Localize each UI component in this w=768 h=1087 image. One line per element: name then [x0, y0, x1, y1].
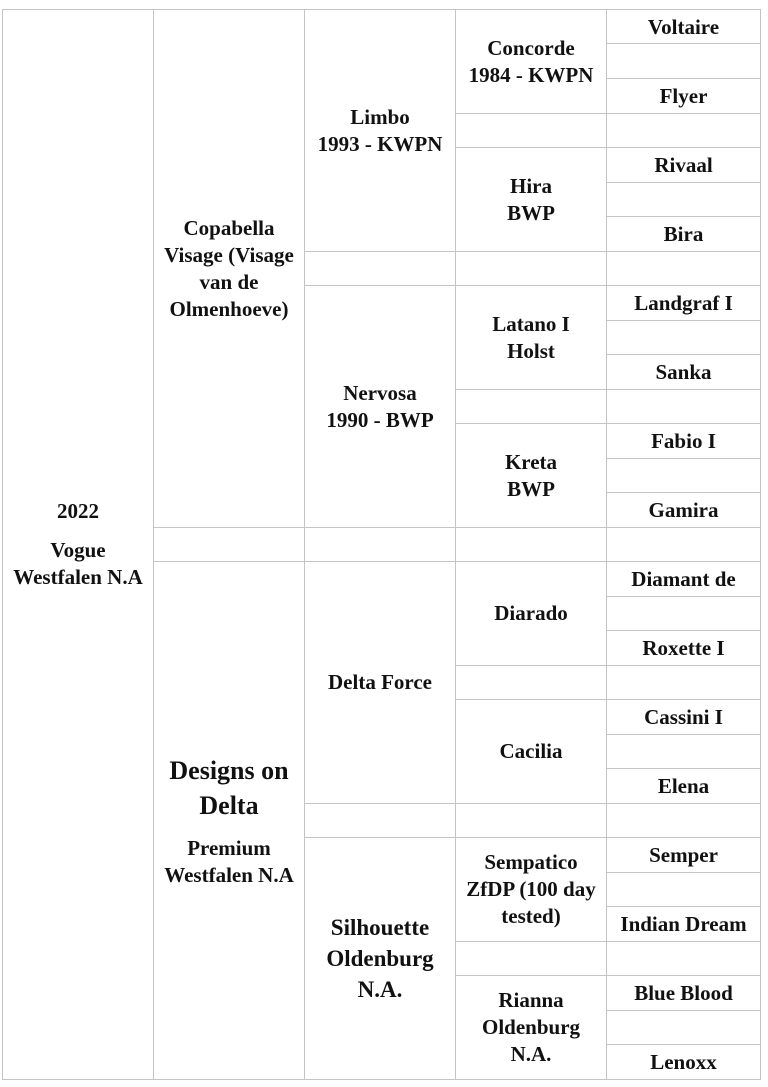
- dam-dam-cell: [305, 838, 456, 1080]
- gen3-line: N.A.: [510, 1042, 552, 1066]
- dam-name-line: Designs on: [169, 755, 289, 785]
- gen4-cell: Semper: [607, 838, 761, 873]
- gen4-cell: Lenoxx: [607, 1045, 761, 1080]
- subject-year: 2022: [57, 499, 99, 523]
- gen4-empty: [607, 252, 761, 286]
- gen3-line: tested): [501, 904, 561, 928]
- gen4-empty: [607, 597, 761, 631]
- subject-name: Vogue: [50, 538, 106, 562]
- gen3-cell-4: [456, 424, 607, 528]
- gen4-empty: [607, 1011, 761, 1045]
- gen3-line: BWP: [507, 200, 555, 225]
- dam-line: Premium: [187, 835, 271, 860]
- gen4-cell: Elena: [607, 769, 761, 804]
- gen4-empty: [607, 873, 761, 907]
- gen4-empty: [607, 114, 761, 148]
- subject-cell: [3, 10, 154, 1080]
- gen2-empty: [305, 804, 456, 838]
- gen3-cell-2: [456, 148, 607, 252]
- gen3-line: Sempatico: [484, 850, 578, 874]
- gen3-line: 1984 - KWPN: [468, 62, 594, 87]
- gen4-cell: Indian Dream: [607, 907, 761, 942]
- gen4-empty: [607, 390, 761, 424]
- dam-sire-line: Delta Force: [328, 670, 432, 694]
- gen3-line: Kreta: [504, 449, 558, 474]
- dam-dam-line: Oldenburg: [326, 946, 434, 971]
- sire-sire-line: 1993 - KWPN: [317, 131, 443, 156]
- gen3-line: Oldenburg: [481, 1015, 581, 1039]
- gen4-empty: [607, 44, 761, 79]
- gen3-empty: [456, 252, 607, 286]
- sire-cell: [154, 10, 305, 528]
- gen3-empty: [456, 528, 607, 562]
- dam-dam-line: N.A.: [357, 977, 403, 1002]
- gen3-cell-3: [456, 286, 607, 390]
- sire-line: Copabella: [183, 215, 275, 240]
- sire-sire-line: Limbo: [350, 104, 410, 129]
- gen3-line: Hira: [510, 173, 552, 198]
- sire-line: Visage (Visage: [164, 242, 294, 267]
- sire-sire-cell: [305, 10, 456, 252]
- gen4-empty: [607, 942, 761, 976]
- gen3-empty: [456, 804, 607, 838]
- gen3-empty: [456, 390, 607, 424]
- gen4-cell: Voltaire: [607, 10, 761, 44]
- gen3-line: Rianna: [498, 988, 564, 1012]
- gen3-line: Concorde: [487, 35, 575, 60]
- pedigree-table: [2, 9, 761, 1080]
- gen3-line: Latano I: [492, 311, 570, 336]
- gen4-empty: [607, 459, 761, 493]
- dam-name-line: Delta: [199, 790, 259, 820]
- gen3-line: Cacilia: [499, 739, 563, 763]
- gen4-cell: Flyer: [607, 79, 761, 114]
- gen3-cell-7: [456, 838, 607, 942]
- gen3-empty: [456, 942, 607, 976]
- dam-dam-line: Silhouette: [330, 915, 430, 940]
- gen4-empty: [607, 804, 761, 838]
- gen3-cell-1: [456, 10, 607, 114]
- gen3-empty: [456, 666, 607, 700]
- gen4-cell: Landgraf I: [607, 286, 761, 321]
- gen4-empty: [607, 528, 761, 562]
- gen4-empty: [607, 321, 761, 355]
- gen1-empty: [154, 528, 305, 562]
- gen3-empty: [456, 114, 607, 148]
- sire-line: Olmenhoeve): [169, 296, 289, 321]
- gen3-cell-8: [456, 976, 607, 1080]
- gen4-cell: Roxette I: [607, 631, 761, 666]
- gen2-empty: [305, 528, 456, 562]
- sire-dam-cell: [305, 286, 456, 528]
- gen4-cell: Bira: [607, 217, 761, 252]
- gen3-line: ZfDP (100 day: [466, 877, 596, 901]
- dam-line: Westfalen N.A: [164, 862, 294, 887]
- gen3-cell-5: [456, 562, 607, 666]
- gen3-cell-6: [456, 700, 607, 804]
- dam-sire-cell: [305, 562, 456, 804]
- sire-dam-line: Nervosa: [343, 380, 417, 405]
- sire-dam-line: 1990 - BWP: [326, 407, 434, 432]
- subject-registry: Westfalen N.A: [13, 565, 143, 589]
- gen3-line: Holst: [507, 338, 555, 363]
- gen3-line: Diarado: [494, 601, 568, 625]
- gen4-cell: Gamira: [607, 493, 761, 528]
- gen4-cell: Fabio I: [607, 424, 761, 459]
- sire-line: van de: [199, 269, 259, 294]
- gen4-cell: Sanka: [607, 355, 761, 390]
- gen4-cell: Blue Blood: [607, 976, 761, 1011]
- gen4-cell: Cassini I: [607, 700, 761, 735]
- gen3-line: BWP: [507, 476, 555, 501]
- gen2-empty: [305, 252, 456, 286]
- gen4-empty: [607, 666, 761, 700]
- dam-cell: [154, 562, 305, 1080]
- gen4-empty: [607, 183, 761, 217]
- gen4-cell: Rivaal: [607, 148, 761, 183]
- gen4-empty: [607, 735, 761, 769]
- gen4-cell: Diamant de: [607, 562, 761, 597]
